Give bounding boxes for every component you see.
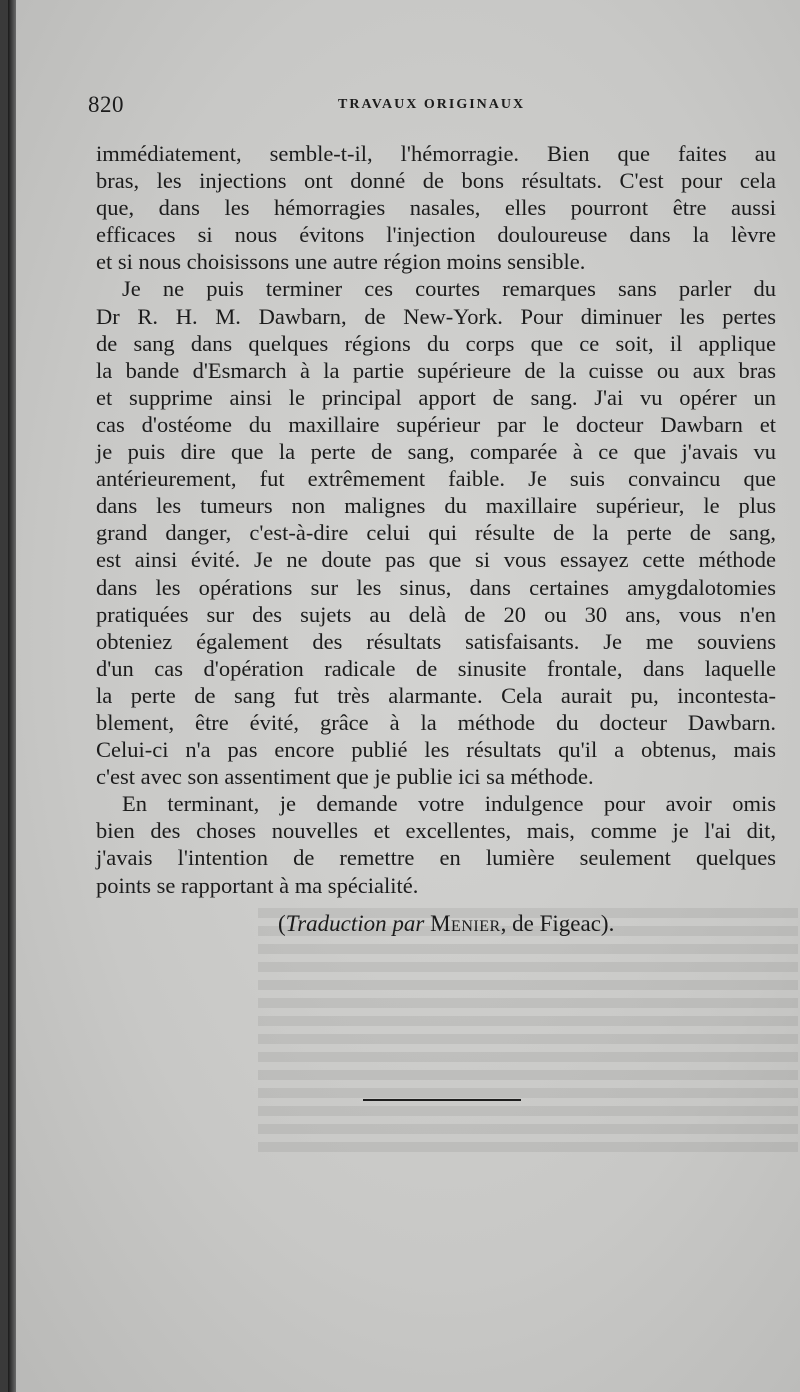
signature-rest: , de Figeac).: [500, 911, 615, 936]
page-binding-edge: [8, 0, 16, 1392]
text-line: immédiatement, semble-t-il, l'hémorragie. Bien que faites au: [96, 141, 776, 166]
page-number: 820: [88, 92, 124, 117]
text-line: Dr R. H. M. Dawbarn, de New-York. Pour diminuer les pertes: [96, 303, 776, 329]
text-line: obteniez également des résultats satisfaisants. Je me souviens: [96, 628, 776, 654]
text-line: blement, être évité, grâce à la méthode du docteur Dawbarn.: [96, 709, 776, 735]
text-line: et supprime ainsi le principal apport de sang. J'ai vu opérer un: [96, 384, 776, 410]
text-line: que, dans les hémorragies nasales, elles pourront être aussi: [96, 195, 776, 221]
text-line: c'est avec son assentiment que je publie ici sa méthode.: [96, 764, 594, 790]
text-line: cas d'ostéome du maxillaire supérieur par le docteur Dawbarn et: [96, 411, 776, 437]
document-page: [8, 0, 800, 1392]
text-line: de sang dans quelques régions du corps que ce soit, il applique: [96, 330, 776, 356]
text-line: la bande d'Esmarch à la partie supérieure de la cuisse ou aux bras: [96, 357, 776, 383]
text-line: efficaces si nous évitons l'injection douloureuse dans la lèvre: [96, 222, 776, 248]
signature-italic: Traduction par: [285, 911, 425, 936]
signature-name: Menier: [430, 911, 501, 936]
text-line: points se rapportant à ma spécialité.: [96, 872, 419, 898]
running-head: TRAVAUX ORIGINAUX: [338, 97, 526, 112]
text-line: bien des choses nouvelles et excellentes, mais, comme je l'ai dit,: [96, 818, 776, 844]
text-line: la perte de sang fut très alarmante. Cela aurait pu, incontesta-: [96, 682, 776, 708]
text-line: d'un cas d'opération radicale de sinusite frontale, dans laquelle: [96, 655, 776, 681]
text-line: je puis dire que la perte de sang, comparée à ce que j'avais vu: [96, 439, 776, 465]
body-text: [96, 140, 776, 899]
text-line: dans les opérations sur les sinus, dans certaines amygdalotomies: [96, 574, 776, 600]
text-line: pratiquées sur des sujets au delà de 20 ou 30 ans, vous n'en: [96, 601, 776, 627]
text-line: grand danger, c'est-à-dire celui qui résulte de la perte de sang,: [96, 520, 776, 546]
text-line: Celui-ci n'a pas encore publié les résultats qu'il a obtenus, mais: [96, 737, 776, 763]
page-header: [88, 92, 768, 122]
text-line: j'avais l'intention de remettre en lumière seulement quelques: [96, 845, 776, 871]
text-line: bras, les injections ont donné de bons résultats. C'est pour cela: [96, 168, 776, 194]
text-line: et si nous choisissons une autre région moins sensible.: [96, 249, 586, 275]
show-through-texture: [258, 900, 798, 1320]
signature-open-paren: (: [278, 911, 286, 936]
text-line: dans les tumeurs non malignes du maxillaire supérieur, le plus: [96, 493, 776, 519]
text-line: En terminant, je demande votre indulgence pour avoir omis: [122, 791, 776, 817]
text-line: est ainsi évité. Je ne doute pas que si vous essayez cette méthode: [96, 547, 776, 573]
text-line: Je ne puis terminer ces courtes remarques sans parler du: [122, 276, 776, 302]
text-line: antérieurement, fut extrêmement faible. Je suis convaincu que: [96, 466, 776, 492]
